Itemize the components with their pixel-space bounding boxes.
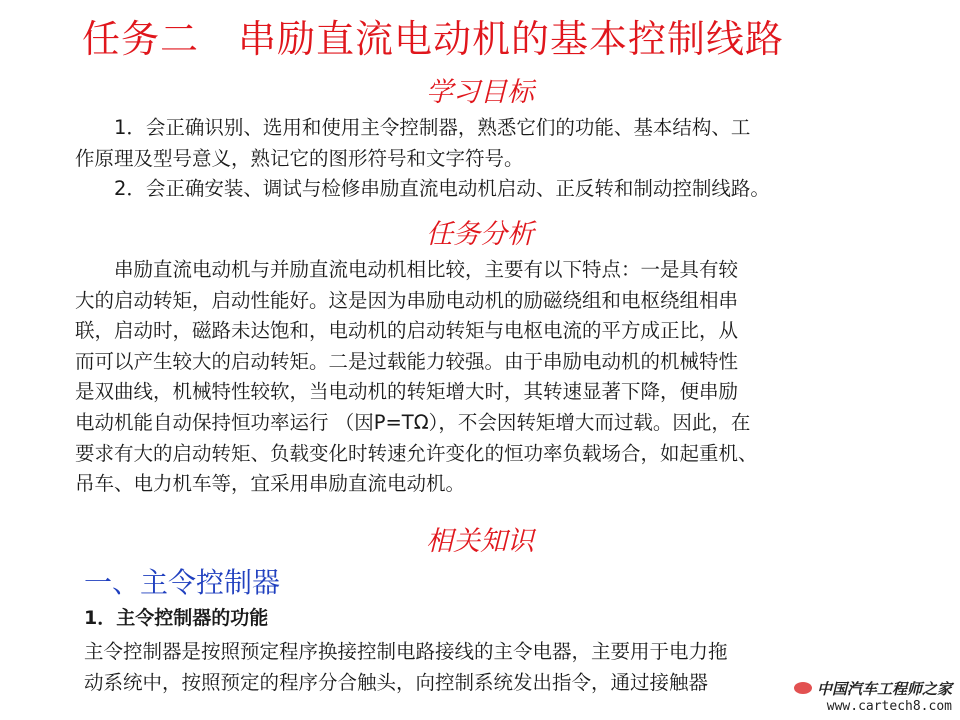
- section-title-master-controller: 一、主令控制器: [84, 566, 281, 599]
- watermark-name: 中国汽车工程师之家: [816, 680, 952, 698]
- goal-line: 1．会正确识别、选用和使用主令控制器，熟悉它们的功能、基本结构、工: [75, 116, 751, 139]
- task-analysis-text: [75, 255, 905, 500]
- analysis-line: 吊车、电力机车等，宜采用串励直流电动机。: [75, 472, 466, 496]
- function-line: 动系统中，按照预定的程序分合触头，向控制系统发出指令，通过接触器: [84, 670, 709, 694]
- watermark: [817, 678, 952, 714]
- analysis-line: 串励直流电动机与并励直流电动机相比较，主要有以下特点：一是具有较: [75, 258, 739, 281]
- analysis-line: 而可以产生较大的启动转矩。二是过载能力较强。由于串励电动机的机械特性: [75, 349, 739, 373]
- learning-goals-heading: 学习目标: [426, 77, 534, 108]
- task-analysis-heading: 任务分析: [426, 219, 534, 250]
- analysis-line: 电动机能自动保持恒功率运行 （因P=TΩ），不会因转矩增大而过载。因此，在: [75, 410, 751, 434]
- goal-line: 2．会正确安装、调试与检修串励直流电动机启动、正反转和制动控制线路。: [75, 177, 770, 201]
- related-knowledge-heading: 相关知识: [426, 526, 534, 557]
- analysis-line: 大的启动转矩，启动性能好。这是因为串励电动机的励磁绕组和电枢绕组相串: [75, 288, 739, 312]
- function-line: 主令控制器是按照预定程序换接控制电路接线的主令电器，主要用于电力拖: [84, 640, 728, 663]
- function-text: [84, 637, 884, 698]
- analysis-line: 是双曲线，机械特性较软，当电动机的转矩增大时，其转速显著下降，便串励: [75, 380, 739, 404]
- analysis-line: 要求有大的启动转矩、负载变化时转速允许变化的恒功率负载场合，如起重机、: [75, 441, 758, 465]
- subsection-title-function: 1．主令控制器的功能: [84, 607, 269, 629]
- watermark-url: www.cartech8.com: [826, 699, 952, 714]
- goal-line: 作原理及型号意义，熟记它的图形符号和文字符号。: [75, 146, 524, 170]
- analysis-line: 联，启动时，磁路未达饱和，电动机的启动转矩与电枢电流的平方成正比，从: [75, 319, 739, 343]
- learning-goals-text: [75, 113, 905, 205]
- page-title: 任务二 串励直流电动机的基本控制线路: [82, 17, 785, 61]
- watermark-logo-icon: [794, 682, 812, 694]
